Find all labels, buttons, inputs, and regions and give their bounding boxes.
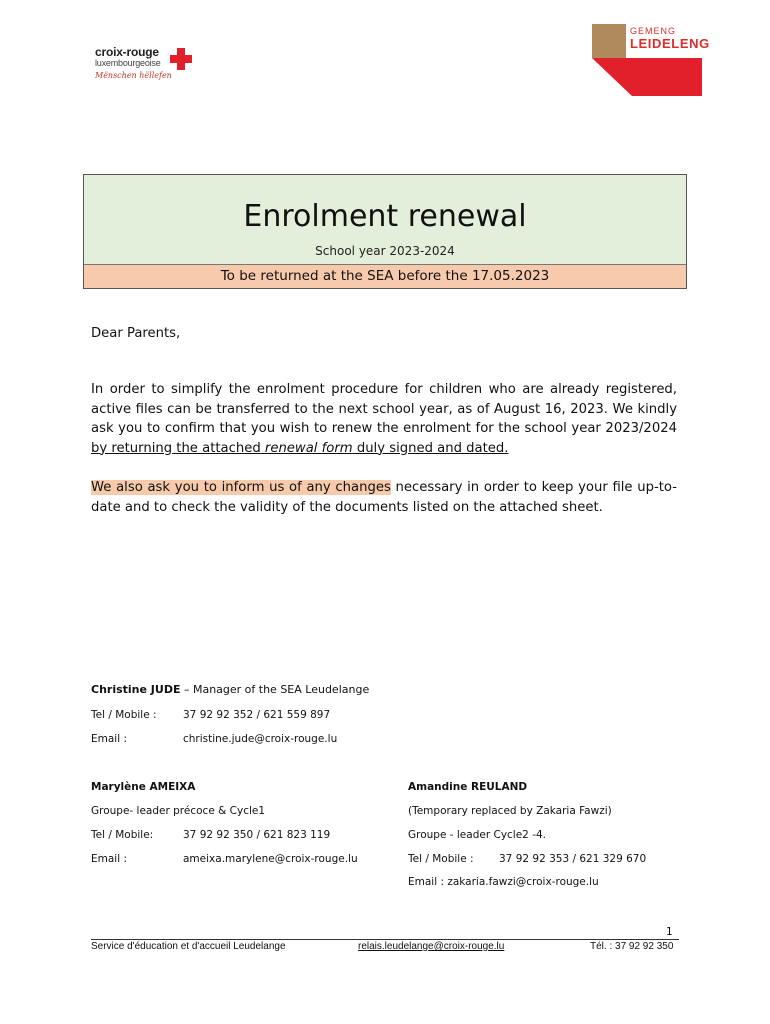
paragraph-intro-text: In order to simplify the enrolment procedure for children who are already registered, active files can be transferred to the next school year, as of August 16, 2023. We kindly ask you to confirm that you wish to renew the enrolment for the school year 2023/2024 <box>91 382 677 436</box>
left-contact-email: ameixa.marylene@croix-rouge.lu <box>183 853 358 865</box>
leideleng-logo <box>592 24 710 96</box>
left-contact-tel: 37 92 92 350 / 621 823 119 <box>183 829 331 841</box>
red-cross-icon <box>168 46 194 72</box>
right-contact-email: Email : zakaria.fawzi@croix-rouge.lu <box>408 876 599 888</box>
manager-email-label: Email : <box>91 733 128 745</box>
right-contact-tel: 37 92 92 353 / 621 329 670 <box>499 853 647 865</box>
paragraph-changes <box>91 478 677 517</box>
logo-text-line1: croix-rouge <box>95 45 159 59</box>
paragraph-intro-underlined-italic: renewal form <box>264 440 353 456</box>
logo-municipality-name: LEIDELENG <box>630 36 710 51</box>
manager-email: christine.jude@croix-rouge.lu <box>183 733 338 745</box>
manager-name: Christine JUDE <box>91 683 181 696</box>
right-contact-role: Groupe - leader Cycle2 -4. <box>408 829 547 841</box>
page-number: 1 <box>666 926 673 938</box>
manager-role: – Manager of the SEA Leudelange <box>180 683 370 696</box>
logo-text-line2: luxembourgeoise <box>95 58 161 68</box>
school-year: School year 2023-2024 <box>315 244 455 258</box>
footer-organisation: Service d'éducation et d'accueil Leudelange <box>91 941 286 952</box>
right-contact-tel-label: Tel / Mobile : <box>408 853 474 865</box>
greeting: Dear Parents, <box>91 326 181 341</box>
highlighted-request: We also ask you to inform us of any changes <box>91 480 391 495</box>
manager-tel: 37 92 92 352 / 621 559 897 <box>183 709 331 721</box>
return-deadline: To be returned at the SEA before the 17.05.2023 <box>84 264 686 288</box>
paragraph-intro-underlined-1: by returning the attached <box>91 440 265 456</box>
paragraph-changes-text: necessary in order to keep your file up-to-date and to check the validity of the documents listed on the attached sheet. <box>91 480 677 515</box>
manager-heading <box>91 683 369 697</box>
right-contact-note: (Temporary replaced by Zakaria Fawzi) <box>408 805 612 817</box>
footer-divider <box>91 939 679 940</box>
footer-email-link[interactable]: relais.leudelange@croix-rouge.lu <box>358 941 505 952</box>
paragraph-intro-underlined-2: duly signed and dated. <box>352 440 509 456</box>
page-title: Enrolment renewal <box>243 199 527 234</box>
right-contact-name: Amandine REULAND <box>408 781 528 793</box>
logo-municipality-label: GEMENG <box>630 26 677 36</box>
logo-tagline: Mënschen hëllefen <box>95 71 172 80</box>
footer-phone: Tél. : 37 92 92 350 <box>590 941 674 952</box>
manager-tel-label: Tel / Mobile : <box>91 709 157 721</box>
left-contact-email-label: Email : <box>91 853 128 865</box>
left-contact-tel-label: Tel / Mobile: <box>91 829 154 841</box>
left-contact-name: Marylène AMEIXA <box>91 781 196 793</box>
left-contact-role: Groupe- leader précoce & Cycle1 <box>91 805 266 817</box>
paragraph-intro <box>91 380 677 458</box>
title-box <box>83 174 687 289</box>
